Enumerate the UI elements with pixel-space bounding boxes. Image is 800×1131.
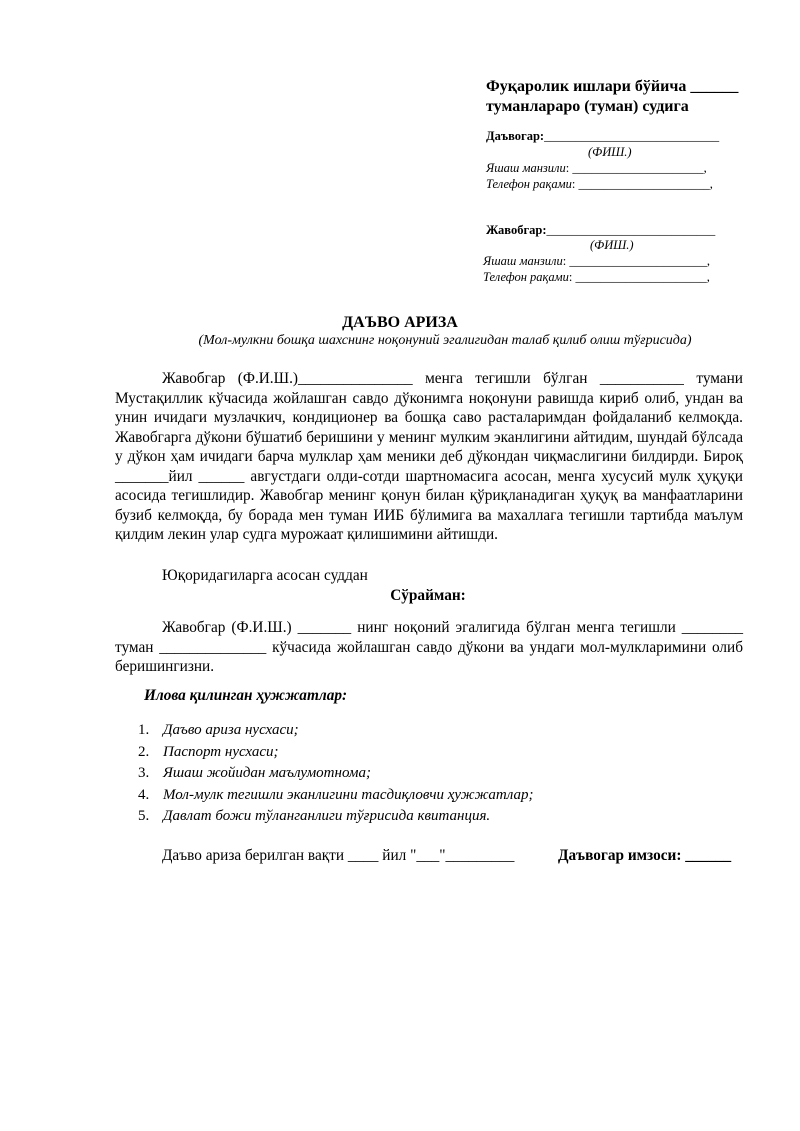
submission-date-line: Даъво ариза берилган вақти ____ йил "___"_________ <box>162 847 515 864</box>
basis-line: Юқоридагиларга асосан суддан <box>162 567 368 584</box>
attachment-item: 5. Давлат божи тўланганлиги тўғрисида квитанция. <box>138 808 491 824</box>
requesting-heading: Сўрайман: <box>390 587 466 604</box>
attachment-item: 1. Даъво ариза нусхаси; <box>138 722 299 738</box>
attachments-heading: Илова қилинган ҳужжатлар: <box>144 687 348 704</box>
plaintiff-phone-label: Телефон рақами <box>486 177 572 191</box>
attachment-item: 3. Яшаш жойидан маълумотнома; <box>138 765 371 781</box>
defendant-address-label: Яшаш манзили <box>483 254 563 268</box>
defendant-phone-label: Телефон рақами <box>483 270 569 284</box>
plaintiff-address-row <box>486 161 707 176</box>
plaintiff-address-label: Яшаш манзили <box>486 161 566 175</box>
defendant-address-line: : ______________________, <box>562 254 710 268</box>
defendant-row <box>486 223 715 238</box>
plaintiff-label: Даъвогар: <box>486 129 545 143</box>
plaintiff-fio-caption: (ФИШ.) <box>588 145 632 159</box>
attachment-item: 4. Мол-мулк тегишли эканлигини тасдиқловчи ҳужжатлар; <box>138 786 534 803</box>
court-line-1: Фуқаролик ишлари бўйича ______ <box>486 78 739 95</box>
claim-body-paragraph: Жавобгар (Ф.И.Ш.)_______________ менга тегишли бўлган ___________ тумани Мустақиллик кўчасида жойлашган савдо дўконимга ноқонуни равишда кириб олиб, ундан ва унин ичидаги музлачкич, кондиционер ва бошқа саво расталаримдан фойдаланиб келмоқда. Жавобгарга дўкони бўшатиб беришини у менинг мулким эканлигини айтидим, шундай бўлсада у дўкон ҳам ичидаги барча мулклар ҳам меники деб дўкондан чиқмаслигини билдирди. Бироқ _______йил ______ августдаги олди-сотди шартномасига асосан, менга хусусий мулк ҳуқуқи асосида тегишлидир. Жавобгар менинг қонун билан қўриқланадиган ҳуқуқ ва манфаатларини бузиб келмоқда, бу борада мен туман ИИБ бўлимига ва махаллага тегишли тартибда маълум қилдим лекин улар судга мурожаат қилишимини айтишди. <box>115 370 743 543</box>
plaintiff-phone-line: : _____________________, <box>571 177 713 191</box>
defendant-phone-line: : _____________________, <box>568 270 710 284</box>
request-paragraph: Жавобгар (Ф.И.Ш.) _______ нинг ноқоний эгалигида бўлган менга тегишли ________ туман ______________ кўчасида жойлашган савдо дўкони ва ундаги мол-мулкларимини олиб беришингизни. <box>115 619 743 675</box>
defendant-fio-caption: (ФИШ.) <box>590 238 634 252</box>
defendant-phone-row <box>483 270 710 285</box>
attachment-item: 2. Паспорт нусхаси; <box>138 743 279 760</box>
document-title: ДАЪВО АРИЗА <box>342 314 458 331</box>
plaintiff-name-line: ____________________________ <box>544 129 720 143</box>
court-line-2: туманлараро (туман) судига <box>486 98 689 115</box>
plaintiff-row <box>486 129 719 144</box>
defendant-name-line: ___________________________ <box>546 223 716 237</box>
plaintiff-address-line: : _____________________, <box>565 161 707 175</box>
plaintiff-signature-line: Даъвогар имзоси: ______ <box>558 847 732 864</box>
plaintiff-phone-row <box>486 177 713 192</box>
defendant-label: Жавобгар: <box>486 223 547 237</box>
attachments-list <box>138 720 533 828</box>
defendant-address-row <box>483 254 710 269</box>
document-subtitle: (Мол-мулкни бошқа шахснинг ноқонуний эгалигидан талаб қилиб олиш тўғрисида) <box>198 333 692 348</box>
